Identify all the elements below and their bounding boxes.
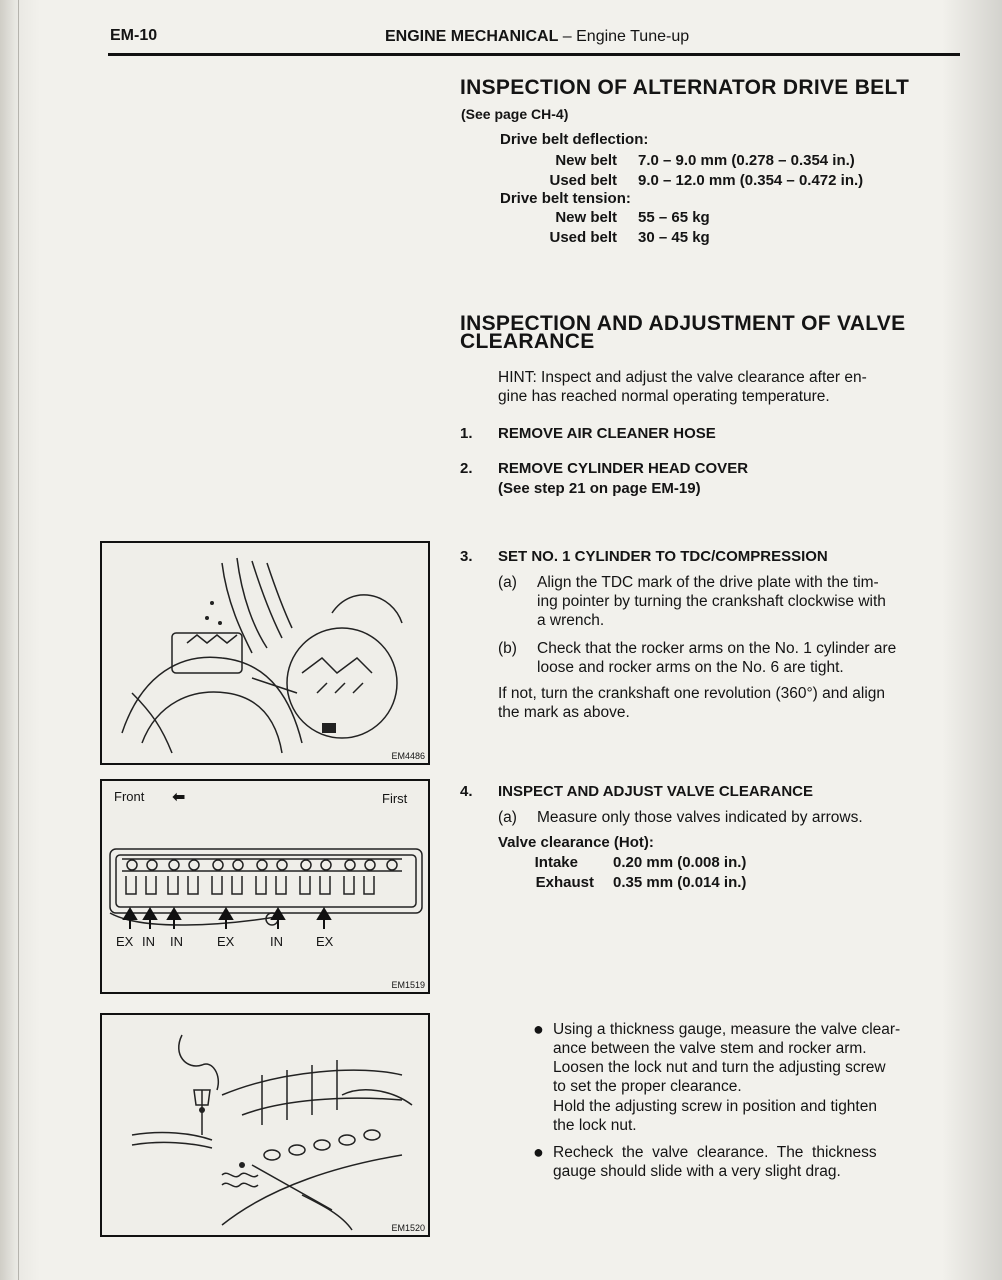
step-4a-label: (a) xyxy=(498,809,517,826)
step-3a-line2: ing pointer by turning the crankshaft clockwise with xyxy=(537,593,886,610)
valve-label-in-2: IN xyxy=(170,934,183,949)
step-3-number: 3. xyxy=(460,548,473,565)
book-binding-shadow xyxy=(0,0,40,1280)
step-3-note-line1: If not, turn the crankshaft one revolution (360°) and align xyxy=(498,685,886,702)
bullet-1-line5: Hold the adjusting screw in position and tighten xyxy=(553,1098,877,1115)
hint-line1: HINT: Inspect and adjust the valve clearance after en- xyxy=(498,369,867,386)
gauge-illustration xyxy=(102,1015,428,1235)
valve-label-ex-2: EX xyxy=(217,934,235,949)
figure-valve-arrangement xyxy=(100,779,430,994)
header-rule xyxy=(108,53,960,56)
bullet-dot-1: ● xyxy=(533,1019,544,1039)
front-label: Front xyxy=(114,789,145,804)
alternator-heading: INSPECTION OF ALTERNATOR DRIVE BELT xyxy=(460,76,910,99)
step-3b-label: (b) xyxy=(498,640,517,657)
step-3-title: SET NO. 1 CYLINDER TO TDC/COMPRESSION xyxy=(498,548,828,565)
step-4-number: 4. xyxy=(460,783,473,800)
step-2-title: REMOVE CYLINDER HEAD COVER xyxy=(498,460,749,477)
deflection-value-new: 7.0 – 9.0 mm (0.278 – 0.354 in.) xyxy=(638,152,855,169)
tension-value-new: 55 – 65 kg xyxy=(638,209,710,226)
step-1-number: 1. xyxy=(460,425,473,442)
bullet-dot-2: ● xyxy=(533,1142,544,1162)
clearance-label: Valve clearance (Hot): xyxy=(498,834,654,851)
step-3b-line1: Check that the rocker arms on the No. 1 cylinder are xyxy=(537,640,897,657)
step-1-title: REMOVE AIR CLEANER HOSE xyxy=(498,425,716,442)
bullet-1-line1: Using a thickness gauge, measure the valve clear- xyxy=(553,1021,901,1038)
bullet-1-line6: the lock nut. xyxy=(553,1117,637,1134)
step-2-number: 2. xyxy=(460,460,473,477)
step-3a-label: (a) xyxy=(498,574,517,591)
deflection-key-used: Used belt xyxy=(549,172,617,189)
tension-value-used: 30 – 45 kg xyxy=(638,229,710,246)
tdc-illustration xyxy=(102,543,428,763)
bullet-2-line1: Recheck the valve clearance. The thickness xyxy=(553,1144,877,1161)
figure-tdc-alignment xyxy=(100,541,430,765)
figure-1-id: EM4486 xyxy=(391,751,425,761)
step-3a-line3: a wrench. xyxy=(537,612,605,629)
page-edge-shadow xyxy=(942,0,1002,1280)
tension-key-used: Used belt xyxy=(549,229,617,246)
figure-3-id: EM1520 xyxy=(391,1223,425,1233)
header-subsection: – Engine Tune-up xyxy=(558,28,690,45)
valve-diagram xyxy=(102,781,428,992)
first-label: First xyxy=(382,791,408,806)
tension-key-new: New belt xyxy=(555,209,617,226)
front-arrow-icon: ⬅ xyxy=(172,789,186,806)
tension-label: Drive belt tension: xyxy=(500,190,631,207)
binding-crease xyxy=(18,0,19,1280)
step-3b-line2: loose and rocker arms on the No. 6 are tight. xyxy=(537,659,844,676)
valve-heading-line1: INSPECTION AND ADJUSTMENT OF VALVE xyxy=(460,312,906,335)
deflection-value-used: 9.0 – 12.0 mm (0.354 – 0.472 in.) xyxy=(638,172,864,189)
figure-thickness-gauge xyxy=(100,1013,430,1237)
step-3-note-line2: the mark as above. xyxy=(498,704,630,721)
valve-label-ex-3: EX xyxy=(316,934,334,949)
bullet-2-line2: gauge should slide with a very slight drag. xyxy=(553,1163,841,1180)
step-3a-line1: Align the TDC mark of the drive plate with the tim- xyxy=(537,574,879,591)
clearance-value-intake: 0.20 mm (0.008 in.) xyxy=(613,854,747,871)
page-number: EM-10 xyxy=(110,27,158,44)
figure-2-id: EM1519 xyxy=(391,980,425,990)
valve-label-ex-1: EX xyxy=(116,934,134,949)
step-2-ref: (See step 21 on page EM-19) xyxy=(498,480,701,497)
hint-line2: gine has reached normal operating temperature. xyxy=(498,388,830,405)
bullet-1-line2: ance between the valve stem and rocker arm. xyxy=(553,1040,867,1057)
step-4-title: INSPECT AND ADJUST VALVE CLEARANCE xyxy=(498,783,814,800)
bullet-1-line3: Loosen the lock nut and turn the adjusting screw xyxy=(553,1059,886,1076)
valve-label-in-1: IN xyxy=(142,934,155,949)
valve-label-in-3: IN xyxy=(270,934,283,949)
valve-heading-line2: CLEARANCE xyxy=(460,330,595,353)
header-section: ENGINE MECHANICAL xyxy=(385,28,559,45)
clearance-value-exhaust: 0.35 mm (0.014 in.) xyxy=(613,874,747,891)
deflection-key-new: New belt xyxy=(555,152,617,169)
step-4a-text: Measure only those valves indicated by arrows. xyxy=(537,809,863,826)
deflection-label: Drive belt deflection: xyxy=(500,131,649,148)
alternator-ref: (See page CH-4) xyxy=(461,106,569,122)
clearance-key-exhaust: Exhaust xyxy=(535,874,594,891)
running-header xyxy=(385,28,689,46)
bullet-1-line4: to set the proper clearance. xyxy=(553,1078,742,1095)
clearance-key-intake: Intake xyxy=(534,854,578,871)
